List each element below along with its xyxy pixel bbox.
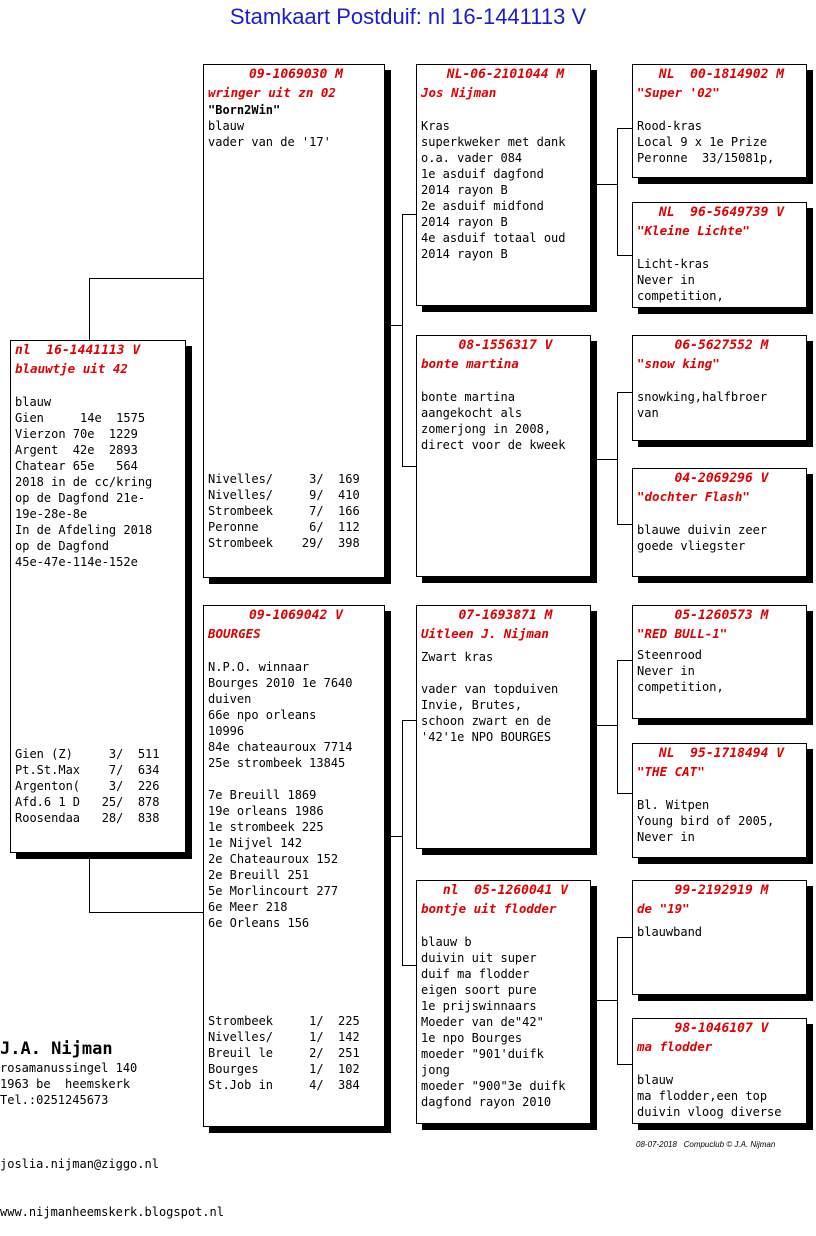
connector-line [617,524,632,525]
ring-number: nl 05-1260041 V [442,883,569,898]
connector-line [617,392,618,524]
pigeon-name: de "19" [637,901,690,916]
pigeon-name: "RED BULL-1" [637,626,728,641]
owner-name: J.A. Nijman [0,1039,113,1059]
email-link[interactable]: joslia.nijman@ziggo.nl [0,1157,159,1171]
ring-number: 09-1069030 M [249,67,343,82]
race-results: Nivelles/ 3/ 169 Nivelles/ 9/ 410 Strombeek 7/ 166 Peronne 6/ 112 Strombeek 29/ 398 [208,472,360,550]
ring-number: 06-5627552 M [674,338,769,353]
pigeon-card-dam-dam [416,880,591,1124]
pigeon-notes: Steenrood Never in competition, [637,648,724,694]
connector-line [617,937,632,938]
pigeon-notes: bonte martina aangekocht als zomerjong in 2008, direct voor de kweek [421,390,566,452]
pigeon-card-dss [632,605,807,719]
ring-number: 09-1069042 V [249,608,343,623]
pigeon-name: blauwtje uit 42 [15,361,128,376]
owner-address: rosamanussingel 140 [0,1061,138,1075]
pigeon-notes: blauw ma flodder,een top duivin vloog diverse [637,1073,782,1119]
ring-number: NL 95-1718494 V [658,746,785,761]
connector-line [402,965,416,966]
pigeon-card-subject [10,340,186,853]
pigeon-card-sdd [632,468,807,577]
pigeon-notes: Kras superkweker met dank o.a. vader 084 1e asduif dagfond 2014 rayon B 2e asduif midfond 2014 rayon B 4e asduif totaal oud 2014 rayon B [421,119,566,261]
connector-line [597,184,617,185]
connector-line [617,937,618,1064]
race-results: Strombeek 1/ 225 Nivelles/ 1/ 142 Breuil le 2/ 251 Bourges 1/ 102 St.Job in 4/ 384 [208,1014,360,1092]
ring-number: NL 96-5649739 V [658,205,785,220]
connector-line [89,278,204,279]
pigeon-name: Jos Nijman [421,85,497,100]
ring-number: NL 00-1814902 M [658,67,785,82]
pigeon-card-dsd [632,743,807,858]
contact-block [0,1124,224,1236]
pigeon-name: BOURGES [208,626,261,641]
connector-line [617,128,632,129]
ring-number: 07-1693871 M [458,608,553,623]
pigeon-name: bonte martina [421,356,519,371]
connector-line [384,325,402,326]
pigeon-notes: N.P.O. winnaar Bourges 2010 1e 7640 duiven 66e npo orleans 10996 84e chateauroux 7714 25e strombeek 13845 7e Breuill 1869 19e orleans 1986 1e strombeek 225 1e Nijvel 142 2e Chateauroux 152 2e Breuill 251 5e Morlincourt 277 6e Meer 218 6e Orleans 156 [208,660,353,930]
pigeon-card-sds [632,335,807,441]
owner-block [0,1038,137,1108]
pigeon-name: wringer uit zn 02 [208,85,336,100]
pigeon-notes: Licht-kras Never in competition, [637,257,724,303]
connector-line [597,459,617,460]
pigeon-notes: blauw Gien 14e 1575 Vierzon 70e 1229 Argent 42e 2893 Chatear 65e 564 2018 in de cc/kring op de Dagfond 21e- 19e-28e-8e In de Afdeling 2018 op de Dagfond 45e-47e-114e-152e [15,395,153,569]
ring-number: 05-1260573 M [674,608,769,623]
pigeon-name: "dochter Flash" [637,489,750,504]
ring-number: 08-1556317 V [458,338,553,353]
connector-line [617,660,632,661]
ring-number: NL-06-2101044 M [446,67,565,82]
connector-line [617,392,632,393]
owner-city: 1963 be heemskerk [0,1077,131,1091]
connector-line [402,720,416,721]
connector-line [402,214,416,215]
race-results: Gien (Z) 3/ 511 Pt.St.Max 7/ 634 Argenton( 3/ 226 Afd.6 1 D 25/ 878 Roosendaa 28/ 838 [15,747,160,825]
connector-line [402,466,416,467]
connector-line [402,720,403,965]
pigeon-notes: Zwart kras vader van topduiven Invie, Brutes, schoon zwart en de '42'1e NPO BOURGES [421,650,559,744]
connector-line [617,255,632,256]
pigeon-name: ma flodder [637,1039,713,1054]
website-link[interactable]: www.nijmanheemskerk.blogspot.nl [0,1205,224,1219]
footer-credit: 08-07-2018 Compuclub © J.A. Nijman [636,1140,776,1149]
ring-number: 04-2069296 V [674,471,769,486]
pigeon-notes: Rood-kras Local 9 x 1e Prize Peronne 33/15081p, [637,119,775,165]
connector-line [597,1000,617,1001]
pigeon-card-sss [632,64,807,178]
connector-line [617,660,618,793]
ring-number: 98-1046107 V [674,1021,769,1036]
owner-phone: Tel.:0251245673 [0,1093,109,1107]
pigeon-name: Uitleen J. Nijman [421,626,549,641]
ring-number: nl 16-1441113 V [15,343,141,358]
pigeon-card-dam-sire [416,605,591,849]
pigeon-nickname: "Born2Win" [208,103,281,117]
pigeon-card-dds [632,880,807,995]
connector-line [617,1064,632,1065]
connector-line [89,278,90,340]
page-title: Stamkaart Postduif: nl 16-1441113 V [229,4,587,29]
pigeon-notes: snowking,halfbroer van [637,390,768,420]
connector-line [617,128,618,255]
pigeon-name: "snow king" [637,356,720,371]
pigeon-name: "THE CAT" [637,764,705,779]
connector-line [384,836,402,837]
pigeon-card-sire-dam [416,335,591,577]
pigeon-name: bontje uit flodder [421,901,557,916]
pigeon-card-ssd [632,202,807,308]
pigeon-notes: Bl. Witpen Young bird of 2005, Never in [637,798,775,844]
connector-line [597,725,617,726]
connector-line [402,214,403,466]
connector-line [617,793,632,794]
pigeon-card-ddd [632,1018,807,1124]
pigeon-notes: blauwband [637,925,703,939]
pigeon-card-dam [203,605,385,1127]
pigeon-card-sire [203,64,385,578]
connector-line [89,912,204,913]
pigeon-name: "Kleine Lichte" [637,223,750,238]
connector-line [89,852,90,912]
pigeon-notes: blauwe duivin zeer goede vliegster [637,523,768,553]
pigeon-notes: blauw vader van de '17' [208,119,331,149]
ring-number: 99-2192919 M [674,883,769,898]
pigeon-notes: blauw b duivin uit super duif ma flodder eigen soort pure 1e prijswinnaars Moeder van de"42" 1e npo Bourges moeder "901'duifk jong moeder "900"3e duifk dagfond rayon 2010 [421,935,566,1109]
pigeon-name: "Super '02" [637,85,720,100]
pigeon-card-sire-sire [416,64,591,306]
